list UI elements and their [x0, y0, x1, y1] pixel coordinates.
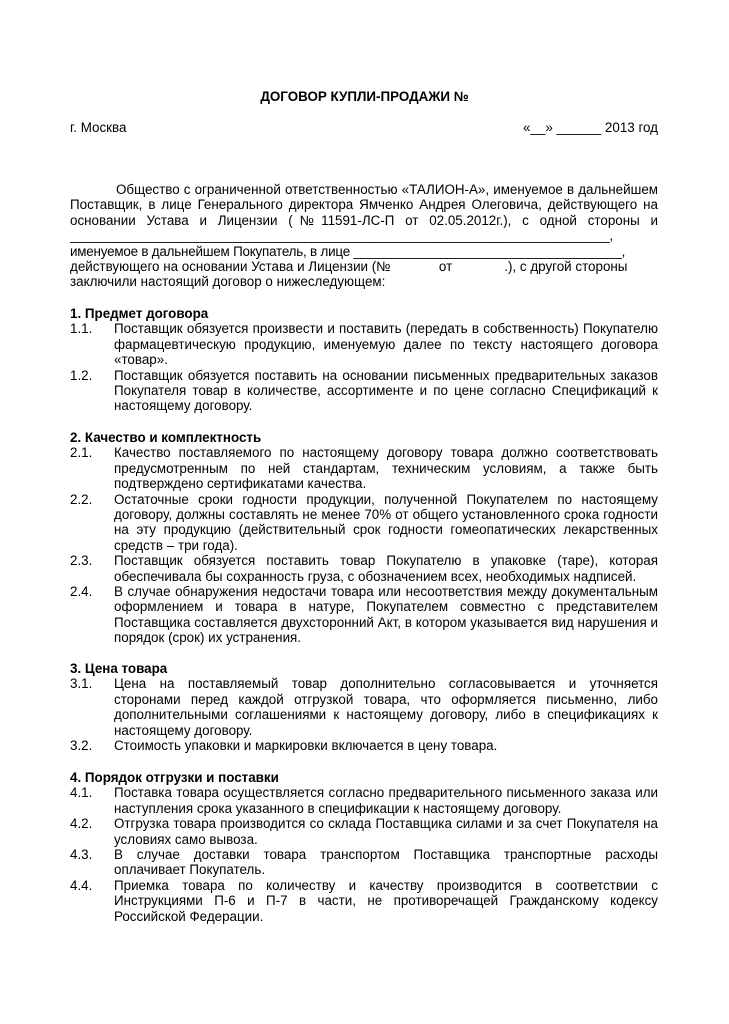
clause-number: 2.4. [70, 584, 93, 600]
clause [70, 738, 658, 753]
clause-text: Стоимость упаковки и маркировки включается в цену товара. [114, 738, 498, 754]
preamble-line: основании Устава и Лицензии (№11591-ЛС-П от 02.05.2012г.), с одной стороны и [70, 212, 658, 228]
clause [70, 492, 658, 554]
clause-number: 3.1. [70, 676, 93, 692]
preamble-line: действующего на основании Устава и Лицензии (№ от .), с другой стороны [70, 259, 628, 275]
clause [70, 878, 658, 924]
clause [70, 368, 658, 414]
clause-text: Поставщик обязуется произвести и поставить (передать в собственность) Покупателю фармацевтическую продукцию, именуемую далее по тексту настоящего договора «товар». [114, 321, 658, 368]
contract-city: г. Москва [70, 120, 127, 135]
section-title: 3. Цена товара [70, 661, 168, 676]
section-price [70, 661, 658, 753]
preamble-line: Общество с ограниченной ответственностью «ТАЛИОН-А», именуемое в дальнейшем [116, 182, 658, 197]
preamble-line: Поставщик, в лице Генерального директора Ямченко Андрея Олеговича, действующего на [70, 197, 658, 213]
clause-text: Приемка товара по количеству и качеству производится в соответствии с Инструкциями П-6 и П-7 в части, не противоречащей Гражданскому кодексу Российской Федерации. [114, 877, 658, 924]
clause-text: Поставка товара осуществляется согласно предварительного письменного заказа или наступления срока указанного в спецификации к настоящему договору. [114, 785, 658, 816]
clause-number: 2.2. [70, 491, 93, 507]
clause [70, 676, 658, 738]
clause-number: 4.4. [70, 877, 93, 893]
clause-number: 4.3. [70, 847, 93, 863]
clause-text: Отгрузка товара производится со склада Поставщика силами и за счет Покупателя на условиях само вывоза. [114, 816, 658, 847]
contract-title: ДОГОВОР КУПЛИ-ПРОДАЖИ № [260, 89, 469, 104]
clause [70, 553, 658, 584]
contract-header [70, 120, 658, 136]
clause-text: В случае обнаружения недостачи товара или несоответствия между документальным оформлением и товара в натуре, Покупателем совместно с представителем Поставщика составляется двухсторонний Акт, в котором указывается вид нарушения и порядок (срок) их устранения. [114, 584, 658, 646]
clause-number: 1.2. [70, 367, 93, 383]
preamble-line: заключили настоящий договор о нижеследующем: [70, 274, 386, 290]
clause-number: 2.3. [70, 553, 93, 569]
clause-number: 4.2. [70, 816, 93, 832]
preamble-line: ____________________________________________________________________________, [70, 228, 613, 244]
section-title: 1. Предмет договора [70, 306, 209, 321]
section-shipment [70, 770, 658, 924]
clause-text: Поставщик обязуется поставить товар Покупателю в упаковке (таре), которая обеспечивала бы сохранность груза, с обозначением всех, необходимых надписей. [114, 553, 658, 584]
section-subject [70, 306, 658, 414]
clause-text: Качество поставляемого по настоящему договору товара должно соответствовать предусмотренным по ней стандартам, техническим условиям, а также быть подтверждено сертификатами качества. [114, 445, 658, 492]
clause-number: 3.2. [70, 738, 93, 754]
contract-date: «__» ______ 2013 год [523, 120, 658, 135]
clause [70, 816, 658, 847]
clause-text: Поставщик обязуется поставить на основании письменных предварительных заказов Покупателя товар в количестве, ассортименте и по цене согласно Спецификаций к настоящему договору. [114, 367, 658, 414]
clause [70, 785, 658, 816]
clause-number: 4.1. [70, 785, 93, 801]
section-quality [70, 430, 658, 646]
clause-text: Цена на поставляемый товар дополнительно согласовывается и уточняется сторонами перед каждой отгрузкой товара, что оформляется письменно, либо дополнительными соглашениями к настоящему договору, либо в спецификациях к настоящему договору. [114, 676, 658, 738]
clause [70, 445, 658, 491]
clause-number: 2.1. [70, 445, 93, 461]
section-title: 2. Качество и комплектность [70, 430, 262, 445]
clause-text: В случае доставки товара транспортом Поставщика транспортные расходы оплачивает Покупатель. [114, 847, 658, 878]
section-title: 4. Порядок отгрузки и поставки [70, 770, 279, 785]
clause [70, 584, 658, 646]
clause-text: Остаточные сроки годности продукции, полученной Покупателем по настоящему договору, должны составлять не менее 70% от общего установленного срока годности на эту продукцию (действительный срок годности гомеопатических лекарственных средств – три года). [114, 491, 658, 553]
preamble-line: именуемое в дальнейшем Покупатель, в лице _____________________________________, [70, 243, 626, 259]
clause-number: 1.1. [70, 321, 93, 337]
clause [70, 321, 658, 367]
clause [70, 847, 658, 878]
preamble [70, 182, 658, 290]
